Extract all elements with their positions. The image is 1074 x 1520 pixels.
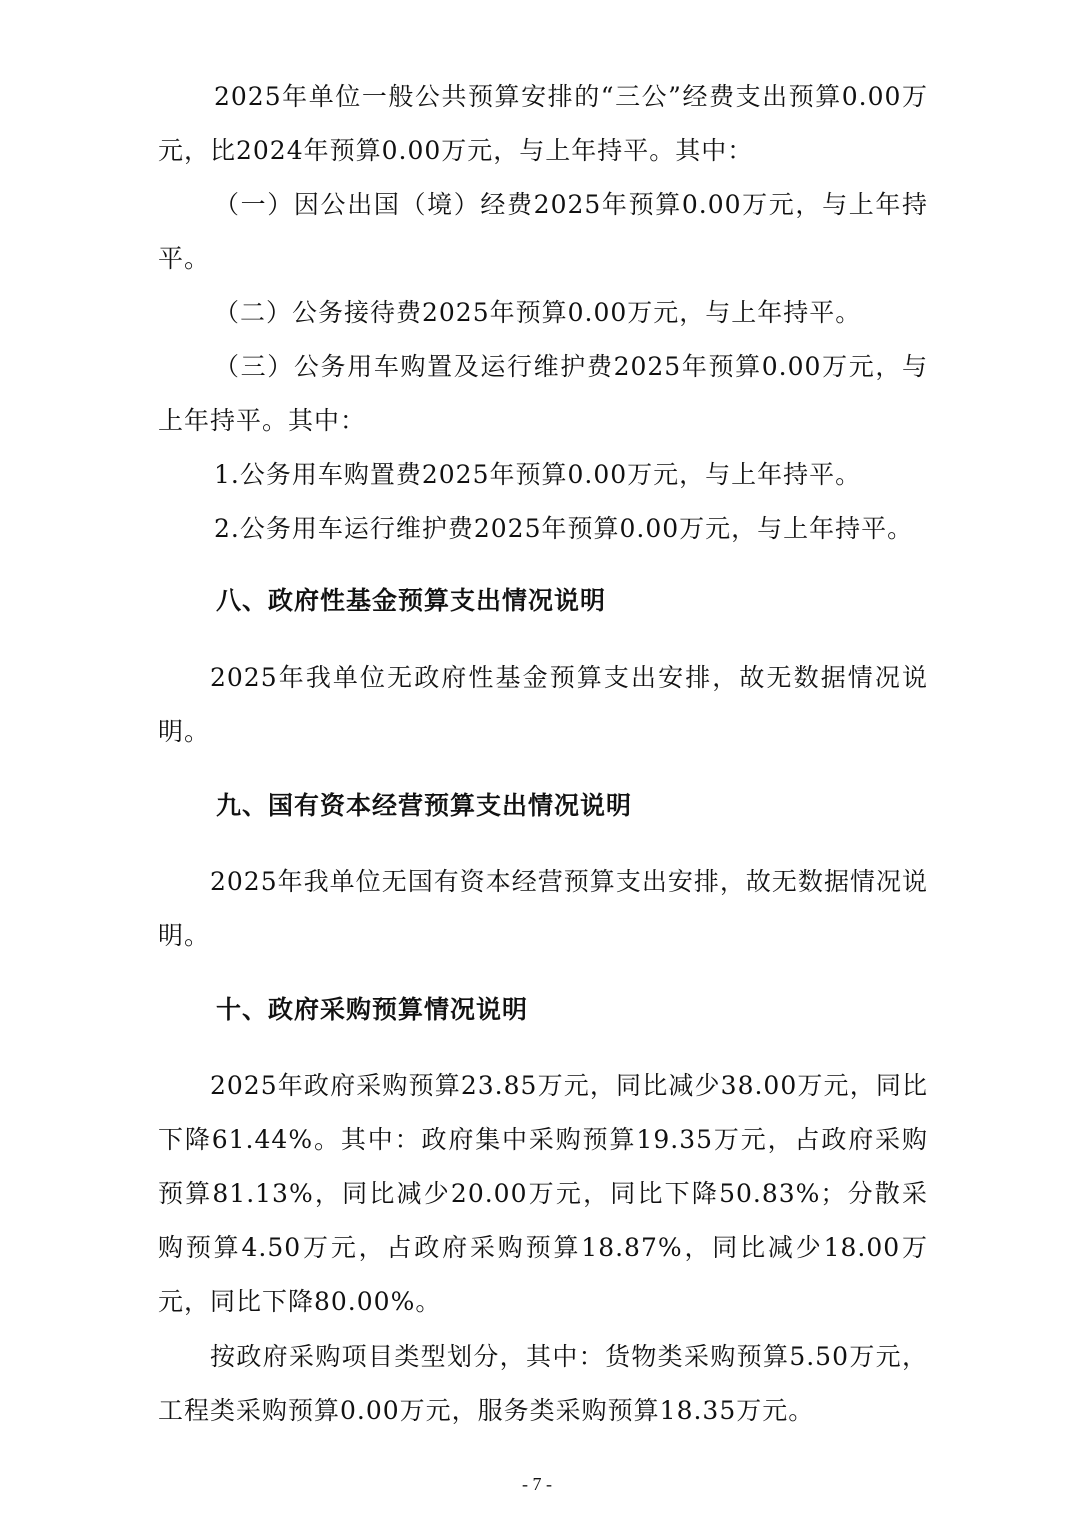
reception-paragraph: （二）公务接待费2025年预算0.00万元，与上年持平。 — [214, 298, 862, 327]
page-number: - 7 - — [522, 1474, 552, 1494]
vehicle-maintenance-paragraph: 2.公务用车运行维护费2025年预算0.00万元，与上年持平。 — [214, 514, 914, 543]
procurement-summary-paragraph: 2025年政府采购预算23.85万元，同比减少38.00万元，同比下降61.44%。其中：政府集中采购预算19.35万元，占政府采购预算81.13%，同比减少20.00万元，同比下降50.83%；分散采购预算4.50万元，占政府采购预算18.87%，同比减少18.00万元，同比下降80.00%。 — [158, 1071, 928, 1316]
fund-section-body: 2025年我单位无政府性基金预算支出安排，故无数据情况说明。 — [158, 663, 928, 746]
procurement-section-heading: 十、政府采购预算情况说明 — [216, 995, 529, 1024]
vehicle-paragraph: （三）公务用车购置及运行维护费2025年预算0.00万元，与上年持平。其中： — [158, 352, 928, 435]
fund-section-heading: 八、政府性基金预算支出情况说明 — [216, 586, 607, 615]
vehicle-purchase-paragraph: 1.公务用车购置费2025年预算0.00万元，与上年持平。 — [214, 460, 862, 489]
state-capital-section-heading: 九、国有资本经营预算支出情况说明 — [216, 791, 633, 820]
procurement-type-paragraph: 按政府采购项目类型划分，其中：货物类采购预算5.50万元，工程类采购预算0.00万元，服务类采购预算18.35万元。 — [158, 1342, 928, 1425]
state-capital-section-body: 2025年我单位无国有资本经营预算支出安排，故无数据情况说明。 — [158, 867, 928, 950]
sangong-summary-paragraph: 2025年单位一般公共预算安排的“三公”经费支出预算0.00万元，比2024年预算0.00万元，与上年持平。其中： — [158, 82, 928, 165]
overseas-travel-paragraph: （一）因公出国（境）经费2025年预算0.00万元，与上年持平。 — [158, 190, 928, 273]
